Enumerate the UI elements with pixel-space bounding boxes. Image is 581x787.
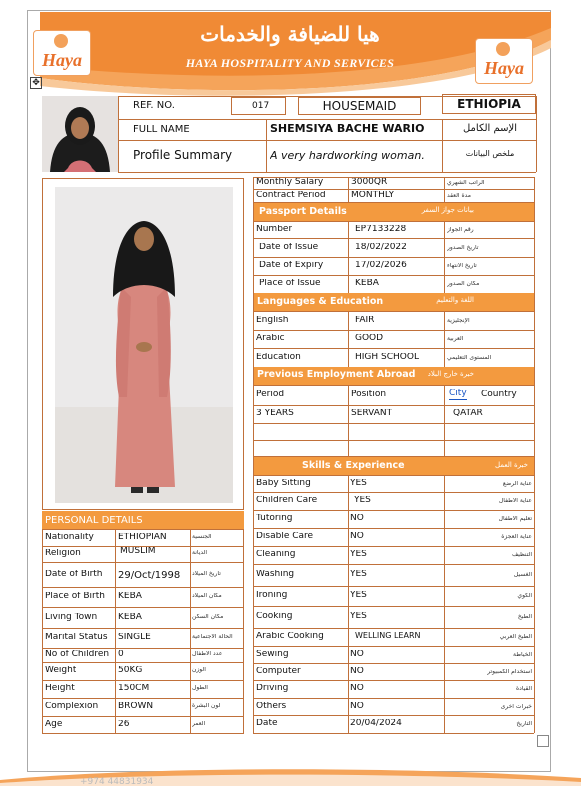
personal-row-arabic: تاريخ الميلاد bbox=[192, 570, 221, 577]
personal-row-arabic: الجنسية bbox=[192, 533, 212, 540]
row-divider bbox=[42, 698, 244, 699]
full-name-arabic: الإسم الكامل bbox=[462, 123, 518, 134]
profile-summary-value: A very hardworking woman. bbox=[270, 150, 425, 162]
skill-row-label: Disable Care bbox=[256, 532, 314, 541]
personal-heading: PERSONAL DETAILS bbox=[42, 511, 244, 529]
passport-row-arabic: تاريخ الانتهاء bbox=[447, 263, 477, 269]
personal-row-value: 26 bbox=[118, 719, 130, 729]
row-divider bbox=[253, 510, 534, 511]
profile-photo-large bbox=[42, 178, 244, 510]
passport-heading: Passport Details بيانات جواز السفر bbox=[254, 203, 534, 221]
skill-row-value: NO bbox=[350, 532, 364, 541]
skill-row-label: Children Care bbox=[256, 496, 318, 505]
monthly-salary-arabic: الراتب الشهري bbox=[447, 180, 485, 186]
skill-row-arabic: القيادة bbox=[516, 686, 532, 692]
skill-row-arabic: عناية الأطفال bbox=[498, 498, 532, 504]
row-divider bbox=[253, 564, 534, 565]
row-divider bbox=[42, 607, 244, 608]
employment-col-country: Country bbox=[481, 390, 517, 399]
employment-row-country: QATAR bbox=[453, 409, 483, 418]
ref-value: 017 bbox=[231, 97, 286, 115]
passport-row-label: Place of Issue bbox=[259, 279, 321, 288]
skill-row-arabic: الطبخ bbox=[517, 614, 532, 620]
skill-row-value: YES bbox=[350, 591, 367, 600]
personal-row-arabic: الحالة الاجتماعية bbox=[192, 634, 233, 640]
personal-row-value: SINGLE bbox=[118, 633, 151, 642]
skill-row-label: Washing bbox=[256, 570, 295, 579]
country-title: ETHIOPIA bbox=[442, 94, 536, 114]
skill-row-arabic: التاريخ bbox=[516, 721, 532, 727]
personal-row-label: Religion bbox=[45, 549, 81, 558]
row-divider bbox=[253, 680, 534, 681]
row-divider bbox=[253, 586, 534, 587]
company-name-arabic: هيا للضيافة والخدمات bbox=[200, 22, 380, 46]
personal-row-value: 150CM bbox=[118, 684, 150, 693]
employment-heading: Previous Employment Abroad خبرة خارج البلاد bbox=[254, 367, 534, 385]
passport-row-arabic: مكان الصدور bbox=[447, 281, 480, 287]
column-divider bbox=[348, 311, 349, 367]
employment-row-position: SERVANT bbox=[351, 409, 393, 418]
skill-row-value: NO bbox=[350, 701, 364, 711]
row-divider bbox=[253, 275, 534, 276]
full-name-label: FULL NAME bbox=[133, 124, 190, 135]
skill-row-label: Baby Sitting bbox=[256, 478, 311, 488]
passport-row-arabic: رقم الجواز bbox=[447, 226, 474, 233]
row-divider bbox=[253, 663, 534, 664]
employment-row-period: 3 YEARS bbox=[256, 409, 294, 418]
full-name-value: SHEMSIYA BACHE WARIO bbox=[270, 123, 425, 135]
row-divider bbox=[253, 606, 534, 607]
skill-row-label: Cooking bbox=[256, 612, 293, 621]
skill-row-label: Ironing bbox=[256, 591, 288, 600]
personal-row-value: KEBA bbox=[118, 612, 142, 622]
personal-row-arabic: لون البشرة bbox=[192, 703, 221, 709]
passport-row-value: 17/02/2026 bbox=[355, 261, 407, 270]
haya-logo-right: Haya bbox=[475, 38, 533, 84]
row-divider bbox=[42, 662, 244, 663]
personal-row-arabic: الديانة bbox=[192, 550, 208, 556]
skill-row-label: Date bbox=[256, 719, 278, 728]
skill-row-value: NO bbox=[350, 649, 364, 659]
skill-row-value: YES bbox=[350, 550, 367, 559]
profile-summary-arabic: ملخص البيانات bbox=[465, 150, 515, 158]
personal-row-label: Marital Status bbox=[45, 633, 108, 642]
monthly-salary-value: 3000QR bbox=[351, 178, 388, 187]
skill-row-label: Others bbox=[256, 701, 287, 711]
personal-row-label: Height bbox=[45, 684, 75, 693]
skill-row-value: 20/04/2024 bbox=[350, 719, 402, 728]
contract-period-arabic: مدة العقد bbox=[447, 193, 471, 199]
skill-row-value: YES bbox=[354, 496, 371, 505]
language-row-label: Arabic bbox=[256, 334, 285, 343]
table-move-handle-icon[interactable]: ✥ bbox=[30, 77, 42, 89]
skill-row-arabic: الكوي bbox=[517, 593, 532, 599]
personal-row-value: KEBA bbox=[118, 592, 142, 601]
personal-row-value: ETHIOPIAN bbox=[118, 532, 167, 542]
personal-row-label: Living Town bbox=[45, 612, 98, 622]
company-name-english: HAYA HOSPITALITY AND SERVICES bbox=[185, 56, 395, 70]
row-divider bbox=[42, 680, 244, 681]
row-divider bbox=[253, 348, 534, 349]
contract-period-label: Contract Period bbox=[256, 191, 326, 200]
column-divider bbox=[444, 475, 445, 733]
personal-row-value: 29/Oct/1998 bbox=[118, 569, 181, 581]
skill-row-arabic: التنظيف bbox=[511, 552, 532, 558]
row-divider bbox=[42, 562, 244, 563]
passport-row-arabic: تاريخ الصدور bbox=[447, 244, 479, 251]
skill-row-arabic: الخياطة bbox=[513, 651, 532, 658]
skill-row-arabic: الغسيل bbox=[513, 572, 532, 578]
row-divider bbox=[42, 716, 244, 717]
passport-row-value: 18/02/2022 bbox=[355, 242, 407, 252]
employment-col-period: Period bbox=[256, 390, 285, 399]
personal-row-label: Weight bbox=[45, 666, 77, 675]
personal-row-label: No of Children bbox=[45, 650, 110, 659]
skill-row-label: Arabic Cooking bbox=[256, 632, 324, 641]
row-divider bbox=[42, 587, 244, 588]
personal-row-value: MUSLIM bbox=[120, 547, 156, 556]
row-divider bbox=[42, 628, 244, 629]
skill-row-label: Cleaning bbox=[256, 550, 296, 559]
passport-row-label: Date of Issue bbox=[259, 242, 319, 252]
row-divider bbox=[42, 648, 244, 649]
personal-row-value: BROWN bbox=[118, 702, 154, 711]
language-row-arabic: المستوى التعليمي bbox=[447, 354, 492, 361]
skill-row-arabic: استخدام الكمبيوتر bbox=[487, 668, 532, 675]
personal-row-arabic: الطول bbox=[192, 685, 208, 691]
row-divider bbox=[253, 733, 534, 734]
skill-row-value: YES bbox=[350, 478, 367, 488]
personal-row-value: 0 bbox=[118, 650, 124, 659]
skill-row-arabic: عناية العجزة bbox=[501, 534, 532, 540]
skill-row-value: WELLING LEARN bbox=[355, 632, 421, 640]
skill-row-value: YES bbox=[350, 570, 367, 579]
skill-row-label: Driving bbox=[256, 684, 289, 693]
profile-photo-small bbox=[42, 96, 118, 172]
personal-row-value: 50KG bbox=[118, 666, 143, 675]
contract-period-value: MONTHLY bbox=[351, 191, 395, 200]
language-row-label: English bbox=[256, 315, 289, 325]
row-divider bbox=[253, 715, 534, 716]
language-row-arabic: الإنجليزية bbox=[447, 317, 470, 324]
skill-row-value: YES bbox=[350, 612, 367, 621]
row-divider bbox=[253, 475, 534, 476]
row-divider bbox=[42, 733, 244, 734]
skills-heading: Skills & Experience خبرة العمل bbox=[254, 457, 534, 475]
skill-row-arabic: خبرات أخرى bbox=[500, 703, 532, 710]
row-divider bbox=[253, 330, 534, 331]
row-divider bbox=[253, 238, 534, 239]
skill-row-label: Computer bbox=[256, 666, 301, 676]
row-divider bbox=[253, 492, 534, 493]
language-row-value: FAIR bbox=[355, 315, 375, 325]
passport-row-value: KEBA bbox=[355, 279, 379, 288]
passport-row-value: EP7133228 bbox=[355, 224, 407, 234]
haya-logo-left: Haya bbox=[33, 30, 91, 76]
row-divider bbox=[253, 528, 534, 529]
skill-row-arabic: الطبخ العربي bbox=[499, 634, 532, 640]
personal-row-label: Date of Birth bbox=[45, 569, 103, 579]
language-row-value: GOOD bbox=[355, 334, 384, 343]
employment-col-city: City bbox=[449, 389, 467, 398]
personal-row-arabic: مكان الميلاد bbox=[192, 593, 222, 599]
ref-label: REF. NO. bbox=[133, 100, 175, 111]
language-row-label: Education bbox=[256, 352, 301, 362]
language-row-value: HIGH SCHOOL bbox=[355, 352, 419, 362]
personal-row-arabic: مكان السكن bbox=[192, 613, 224, 620]
personal-row-arabic: عدد الأطفال bbox=[192, 651, 223, 657]
profile-summary-label: Profile Summary bbox=[133, 149, 233, 162]
row-divider bbox=[253, 698, 534, 699]
skill-row-value: NO bbox=[350, 684, 364, 693]
row-divider bbox=[253, 311, 534, 312]
skill-row-value: NO bbox=[350, 514, 364, 523]
column-divider bbox=[444, 311, 445, 367]
row-divider bbox=[253, 628, 534, 629]
row-divider bbox=[253, 257, 534, 258]
personal-row-arabic: الوزن bbox=[192, 667, 206, 673]
passport-row-label: Number bbox=[256, 224, 293, 234]
skill-row-label: Tutoring bbox=[256, 514, 293, 523]
skill-row-value: NO bbox=[350, 666, 364, 676]
personal-row-arabic: العمر bbox=[192, 720, 206, 727]
footer-phone: +974 44831934 bbox=[80, 777, 154, 787]
language-row-arabic: العربية bbox=[447, 336, 464, 342]
skill-row-arabic: تعليم الأطفال bbox=[498, 516, 532, 522]
personal-row-label: Age bbox=[45, 719, 63, 729]
skill-row-label: Sewing bbox=[256, 649, 289, 659]
position-title: HOUSEMAID bbox=[298, 97, 421, 115]
row-divider bbox=[253, 646, 534, 647]
personal-row-label: Nationality bbox=[45, 532, 94, 542]
row-divider bbox=[42, 529, 244, 530]
column-divider bbox=[348, 475, 349, 733]
resize-handle[interactable] bbox=[537, 735, 549, 747]
employment-col-position: Position bbox=[351, 390, 387, 399]
skill-row-arabic: عناية الرضع bbox=[502, 480, 532, 487]
passport-row-label: Date of Expiry bbox=[259, 261, 324, 270]
personal-row-label: Place of Birth bbox=[45, 592, 105, 601]
languages-heading: Languages & Education اللغة والتعليم bbox=[254, 293, 534, 311]
row-divider bbox=[253, 546, 534, 547]
monthly-salary-label: Monthly Salary bbox=[256, 178, 324, 187]
row-divider bbox=[253, 221, 534, 222]
personal-row-label: Complexion bbox=[45, 702, 99, 711]
